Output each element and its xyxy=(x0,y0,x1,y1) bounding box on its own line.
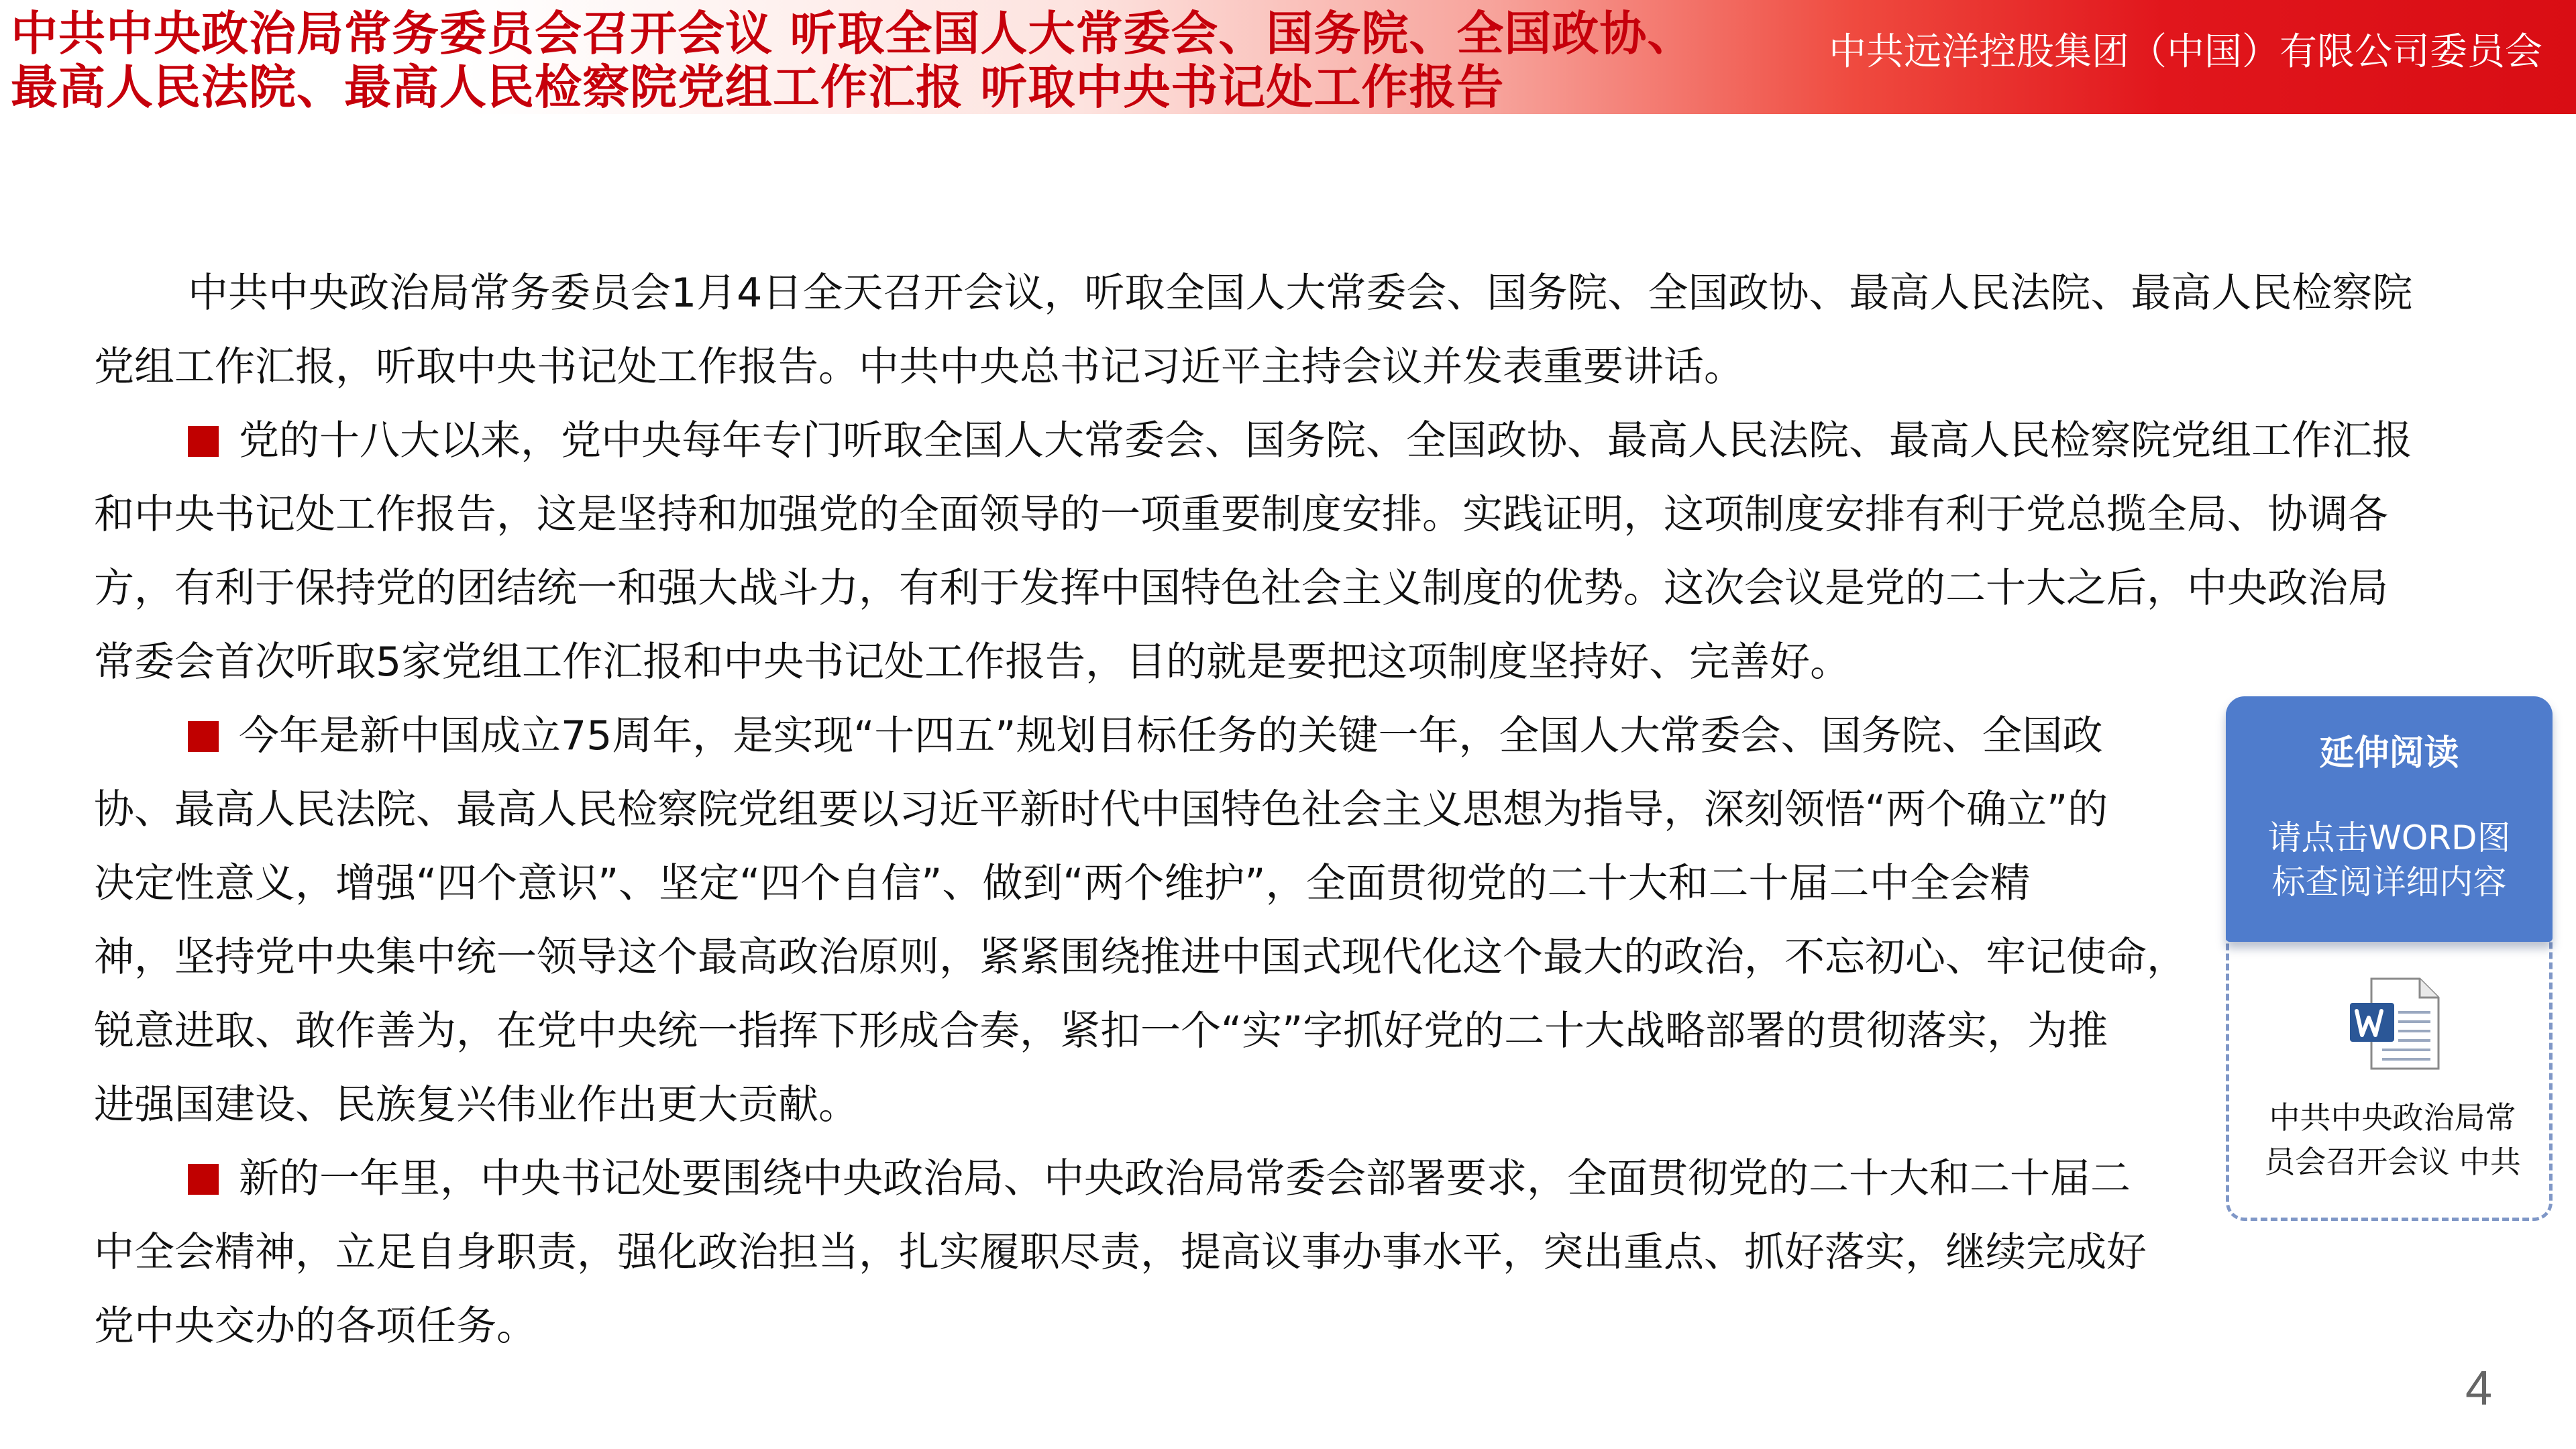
paragraph-2-line-3: 方，有利于保持党的团结统一和强大战斗力，有利于发挥中国特色社会主义制度的优势。这次会议是党的二十大之后，中央政治局 xyxy=(94,565,2388,612)
extended-reading-header xyxy=(2226,696,2553,942)
red-square-bullet-icon xyxy=(188,1164,219,1195)
extended-reading-title: 延伸阅读 xyxy=(2319,733,2459,773)
page-title xyxy=(11,7,1795,114)
organization-name: 中共远洋控股集团（中国）有限公司委员会 xyxy=(1829,30,2542,74)
extended-reading-card[interactable] xyxy=(2226,696,2553,1221)
paragraph-3 xyxy=(94,699,2475,1142)
paragraph-3-line-3: 决定性意义，增强“四个意识”、坚定“四个自信”、做到“两个维护”，全面贯彻党的二十大和二十届二中全会精 xyxy=(94,860,2031,907)
paragraph-2-line-2: 和中央书记处工作报告，这是坚持和加强党的全面领导的一项重要制度安排。实践证明，这项制度安排有利于党总揽全局、协调各 xyxy=(94,491,2388,538)
page-number: 4 xyxy=(2465,1362,2493,1415)
paragraph-1 xyxy=(94,256,2475,404)
paragraph-2-line-1-text: 党的十八大以来，党中央每年专门听取全国人大常委会、国务院、全国政协、最高人民法院、最高人民检察院党组工作汇报 xyxy=(239,417,2412,464)
paragraph-4-line-2: 中全会精神，立足自身职责，强化政治担当，扎实履职尽责，提高议事办事水平，突出重点、抓好落实，继续完成好 xyxy=(94,1229,2147,1276)
article-body xyxy=(94,256,2475,1363)
page-title-line-2: 最高人民法院、最高人民检察院党组工作汇报 听取中央书记处工作报告 xyxy=(11,60,1505,115)
paragraph-1-line-1: 中共中央政治局常务委员会1月4日全天召开会议，听取全国人大常委会、国务院、全国政协、最高人民法院、最高人民检察院 xyxy=(188,270,2413,317)
paragraph-2-line-4: 常委会首次听取5家党组工作汇报和中央书记处工作报告，目的就是要把这项制度坚持好、完善好。 xyxy=(94,639,1851,686)
red-square-bullet-icon xyxy=(188,721,219,752)
paragraph-4-line-1-text: 新的一年里，中央书记处要围绕中央政治局、中央政治局常委会部署要求，全面贯彻党的二十大和二十届二 xyxy=(239,1155,2131,1202)
red-square-bullet-icon xyxy=(188,426,219,457)
paragraph-3-line-2: 协、最高人民法院、最高人民检察院党组要以习近平新时代中国特色社会主义思想为指导，深刻领悟“两个确立”的 xyxy=(94,786,2108,833)
paragraph-4 xyxy=(94,1142,2475,1363)
doc-title-line-1: 中共中央政治局常 xyxy=(2269,1099,2516,1136)
instruction-line-2: 标查阅详细内容 xyxy=(2271,863,2507,902)
doc-title-line-2: 员会召开会议 中共 xyxy=(2264,1144,2521,1180)
paragraph-2-line-1 xyxy=(94,404,2475,478)
paragraph-3-line-1 xyxy=(94,699,2475,773)
paragraph-4-line-3: 党中央交办的各项任务。 xyxy=(94,1303,537,1350)
paragraph-4-line-1 xyxy=(94,1142,2475,1216)
page-title-line-1: 中共中央政治局常务委员会召开会议 听取全国人大常委会、国务院、全国政协、 xyxy=(11,6,1695,61)
word-document-icon[interactable] xyxy=(2345,973,2445,1074)
paragraph-3-line-5: 锐意进取、敢作善为，在党中央统一指挥下形成合奏，紧扣一个“实”字抓好党的二十大战略部署的贯彻落实，为推 xyxy=(94,1008,2108,1055)
paragraph-1-line-2: 党组工作汇报，听取中央书记处工作报告。中共中央总书记习近平主持会议并发表重要讲话。 xyxy=(94,343,1744,390)
paragraph-3-line-6: 进强国建设、民族复兴伟业作出更大贡献。 xyxy=(94,1081,859,1128)
linked-document-title[interactable] xyxy=(2236,1095,2549,1184)
paragraph-3-line-1-text: 今年是新中国成立75周年，是实现“十四五”规划目标任务的关键一年，全国人大常委会、国务院、全国政 xyxy=(239,712,2103,759)
instruction-line-1: 请点击WORD图 xyxy=(2267,818,2511,857)
extended-reading-instruction xyxy=(2239,816,2539,904)
paragraph-3-line-4: 神，坚持党中央集中统一领导这个最高政治原则，紧紧围绕推进中国式现代化这个最大的政治，不忘初心、牢记使命， xyxy=(94,934,2187,981)
paragraph-2 xyxy=(94,404,2475,699)
